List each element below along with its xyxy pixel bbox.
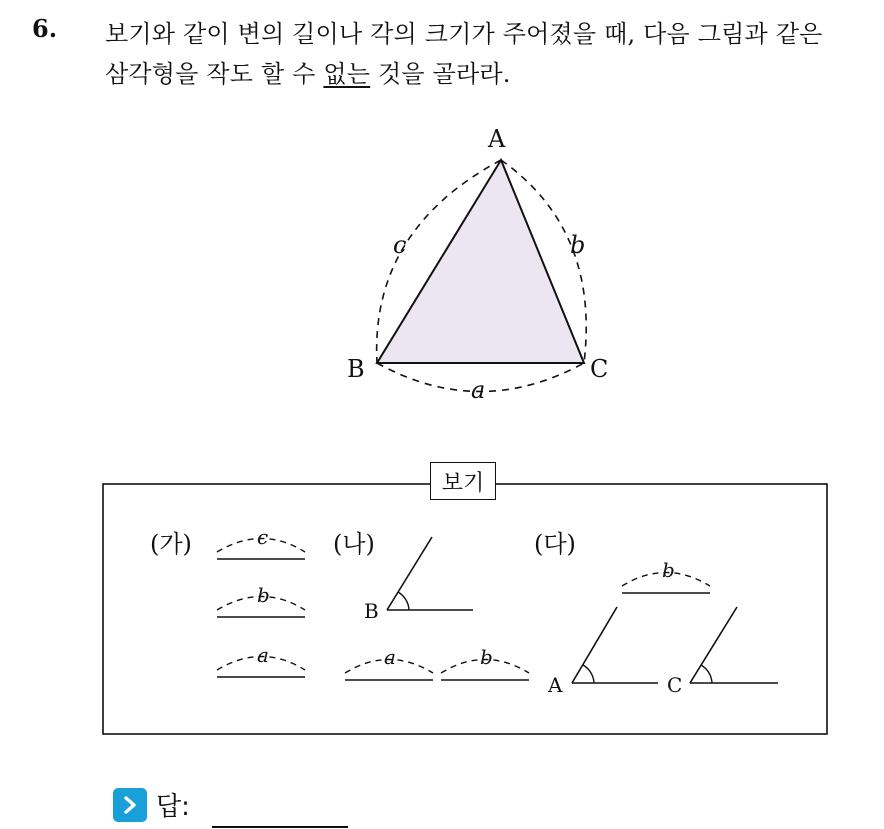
- side-b-label: b: [570, 231, 586, 259]
- question-number: 6.: [32, 14, 58, 43]
- chevron-right-icon: [113, 788, 147, 822]
- question-text-line1: 보기와 같이 변의 길이나 각의 크기가 주어졌을 때, 다음 그림과 같은: [105, 20, 823, 48]
- na-label: (나): [333, 530, 375, 558]
- triangle-figure: [347, 125, 608, 404]
- ga-segment-c-label: c: [257, 525, 269, 549]
- side-c-label: c: [393, 231, 407, 259]
- da-vertex-a-label: A: [548, 673, 563, 697]
- na-vertex-b-label: B: [364, 599, 379, 623]
- ga-segment-a-label: a: [257, 643, 269, 667]
- question-text-part1: 삼각형을 작도 할 수: [105, 60, 324, 88]
- na-segment-a-label: a: [384, 645, 396, 669]
- da-label: (다): [534, 530, 576, 558]
- bogi-item-ga: [150, 525, 305, 677]
- ga-segment-b-label: b: [257, 583, 270, 607]
- bogi-box: [103, 484, 827, 734]
- vertex-b-label: B: [347, 355, 365, 383]
- answer-label: 답:: [156, 792, 190, 822]
- na-angle-ray2: [387, 537, 432, 610]
- da-angle-a-arc: [583, 665, 594, 683]
- na-segment-b-label: b: [480, 645, 493, 669]
- vertex-a-label: A: [488, 125, 506, 153]
- bogi-item-da: [534, 530, 778, 697]
- vertex-c-label: C: [590, 355, 609, 383]
- question-text-part2: 것을 골라라.: [370, 60, 511, 88]
- side-a-label: a: [471, 376, 486, 404]
- question-underlined-word: 없는: [323, 60, 371, 88]
- bogi-item-na: [333, 530, 529, 680]
- triangle-abc: [377, 160, 584, 363]
- answer-blank-line[interactable]: [212, 826, 348, 828]
- na-angle-arc: [398, 592, 409, 610]
- ga-label: (가): [150, 530, 192, 558]
- bogi-title: 보기: [430, 462, 496, 500]
- da-angle-c-arc: [701, 665, 712, 683]
- da-angle-a-ray2: [572, 607, 617, 683]
- da-vertex-c-label: C: [667, 673, 683, 697]
- da-angle-c-ray2: [690, 607, 737, 683]
- da-segment-b-label: b: [662, 558, 675, 582]
